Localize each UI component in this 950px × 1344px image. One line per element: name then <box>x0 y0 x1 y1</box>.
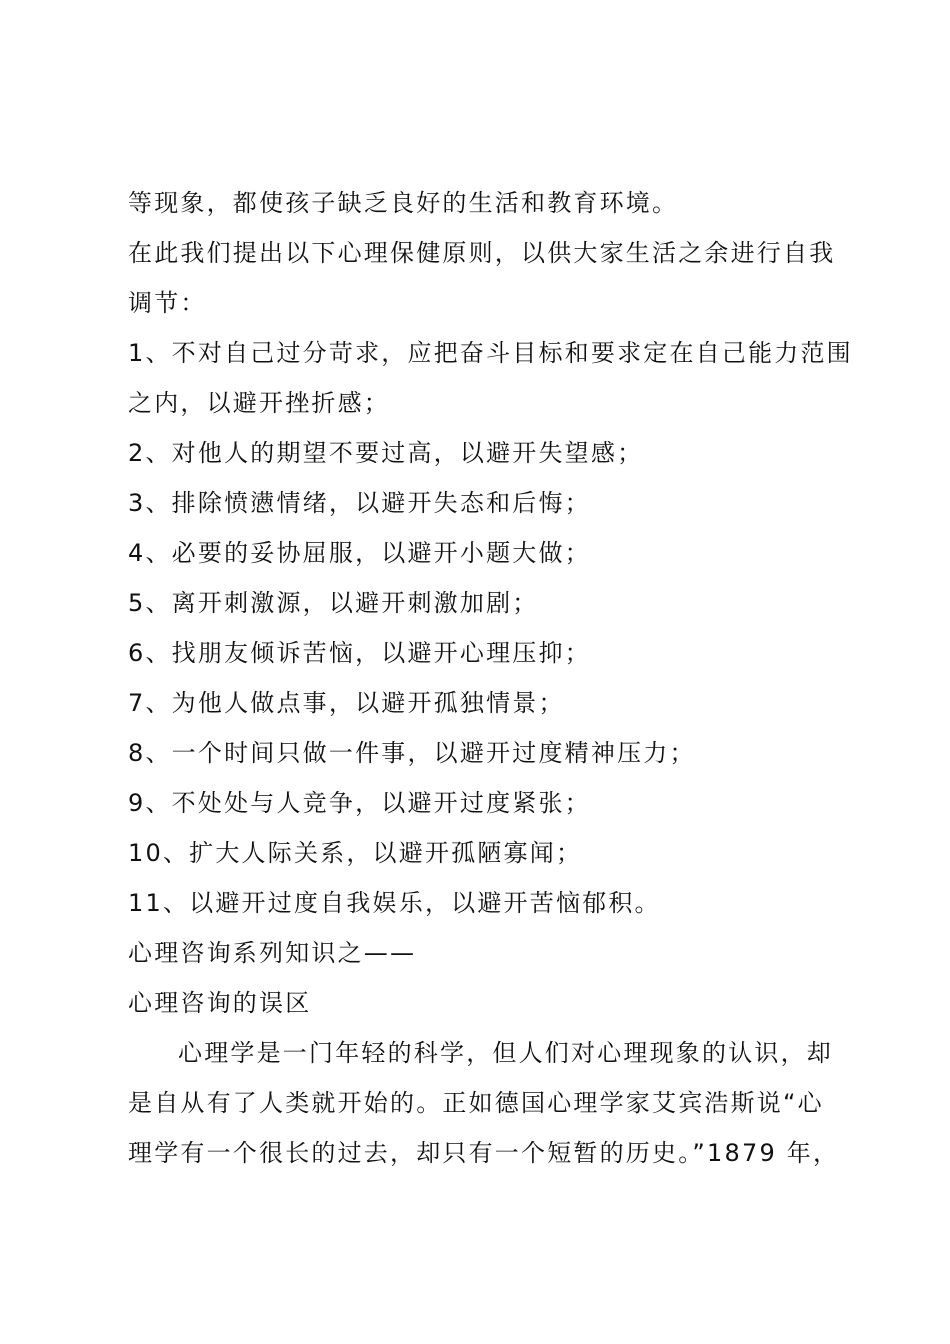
list-item-3: 3、排除愤懑情绪，以避开失态和后悔； <box>128 489 591 517</box>
paragraph-line: 是自从有了人类就开始的。正如德国心理学家艾宾浩斯说“心 <box>128 1089 824 1117</box>
list-item-10: 10、扩大人际关系，以避开孤陋寡闻； <box>128 839 583 867</box>
section-heading: 心理咨询系列知识之—— <box>128 939 417 967</box>
text-line: 在此我们提出以下心理保健原则，以供大家生活之余进行自我 <box>128 239 836 267</box>
text-line: 之内，以避开挫折感； <box>128 389 390 417</box>
text-line: 等现象，都使孩子缺乏良好的生活和教育环境。 <box>128 189 679 217</box>
list-item-6: 6、找朋友倾诉苦恼，以避开心理压抑； <box>128 639 591 667</box>
paragraph-line: 理学有一个很长的过去，却只有一个短暂的历史。”1879 年， <box>128 1139 840 1167</box>
list-item-9: 9、不处处与人竞争，以避开过度紧张； <box>128 789 591 817</box>
section-title: 心理咨询的误区 <box>128 989 312 1017</box>
list-item-2: 2、对他人的期望不要过高，以避开失望感； <box>128 439 644 467</box>
list-item-5: 5、离开刺激源，以避开刺激加剧； <box>128 589 539 617</box>
list-item-1: 1、不对自己过分苛求，应把奋斗目标和要求定在自己能力范围 <box>128 339 853 367</box>
paragraph-line: 心理学是一门年轻的科学，但人们对心理现象的认识，却 <box>178 1039 833 1067</box>
list-item-7: 7、为他人做点事，以避开孤独情景； <box>128 689 565 717</box>
text-line: 调节： <box>128 289 207 317</box>
list-item-8: 8、一个时间只做一件事，以避开过度精神压力； <box>128 739 696 767</box>
list-item-11: 11、以避开过度自我娱乐，以避开苦恼郁积。 <box>128 889 661 917</box>
list-item-4: 4、必要的妥协屈服，以避开小题大做； <box>128 539 591 567</box>
